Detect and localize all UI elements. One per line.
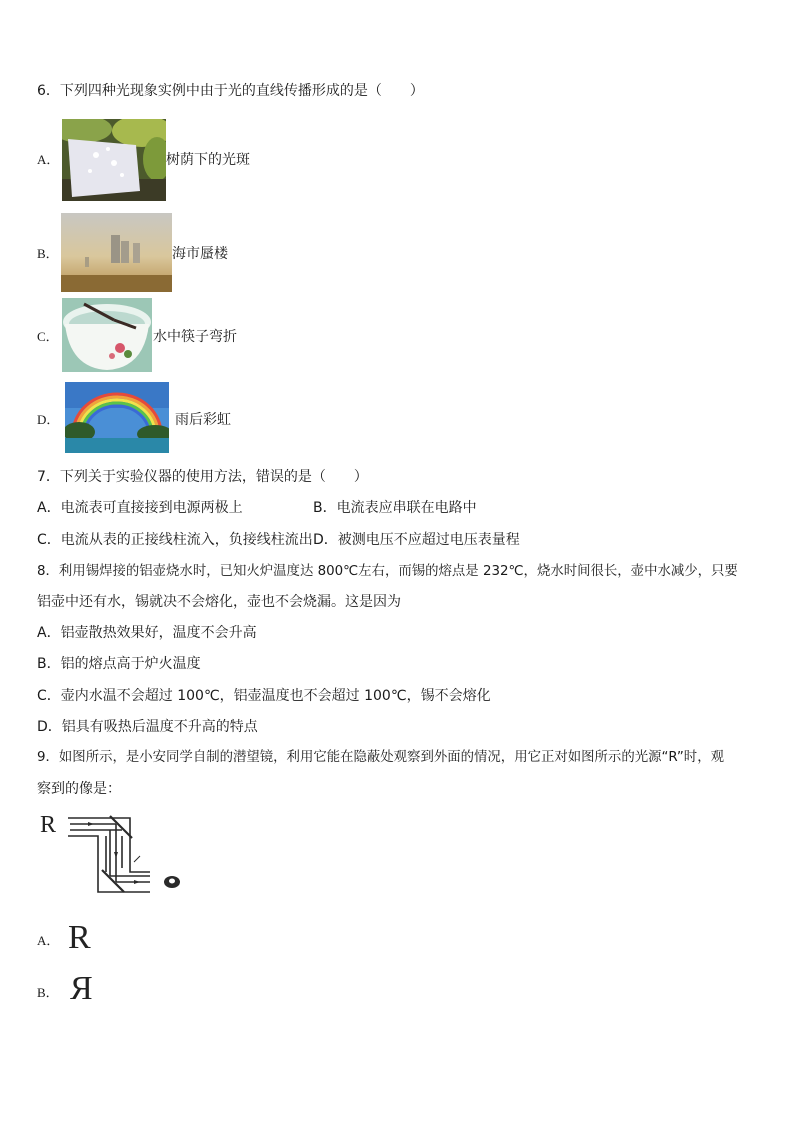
q9-option-a-glyph: R [68, 919, 91, 956]
q6-option-d-caption: 雨后彩虹 [175, 412, 231, 428]
q7-option-c: C．电流从表的正接线柱流入，负接线柱流出 [37, 532, 313, 548]
periscope-figure [38, 812, 188, 896]
q8-option-a: A．铝壶散热效果好，温度不会升高 [37, 625, 257, 641]
q6-option-c-photo-bowl-chopstick [62, 298, 152, 372]
q6-option-a-letter: A． [37, 152, 60, 167]
q8-option-c: C．壶内水温不会超过 100℃，铝壶温度也不会超过 100℃，锡不会熔化 [37, 688, 491, 704]
question-6-stem: 6．下列四种光现象实例中由于光的直线传播形成的是（ ） [37, 83, 424, 99]
periscope-source-letter: R [40, 812, 57, 838]
q6-option-d-letter: D． [37, 412, 60, 427]
q6-option-b-photo-mirage [61, 213, 172, 292]
question-9-stem-line1: 9．如图所示，是小安同学自制的潜望镜，利用它能在隐蔽处观察到外面的情况，用它正对如图所示的光源“R”时，观 [37, 750, 724, 765]
question-8-stem-line2: 铝壶中还有水，锡就决不会熔化，壶也不会烧漏。这是因为 [37, 594, 401, 610]
q9-option-b-glyph: Я [70, 970, 93, 1007]
q6-option-b-caption: 海市蜃楼 [172, 246, 228, 262]
question-7-stem: 7．下列关于实验仪器的使用方法，错误的是（ ） [37, 469, 368, 485]
q8-option-d: D．铝具有吸热后温度不升高的特点 [37, 719, 258, 735]
q7-option-a: A．电流表可直接接到电源两极上 [37, 500, 243, 516]
q7-option-b: B．电流表应串联在电路中 [313, 500, 477, 516]
q9-option-b-letter: B． [37, 985, 59, 1000]
q6-option-a-photo-leaf-shadow [62, 119, 166, 201]
q9-option-a-letter: A． [37, 933, 60, 948]
q7-option-d: D．被测电压不应超过电压表量程 [313, 532, 520, 548]
q6-option-c-letter: C． [37, 329, 59, 344]
q8-option-b: B．铝的熔点高于炉火温度 [37, 656, 201, 672]
q6-option-c-caption: 水中筷子弯折 [153, 329, 237, 345]
q6-option-d-photo-rainbow [65, 382, 169, 453]
question-9-stem-line2: 察到的像是： [37, 781, 121, 797]
q6-option-b-letter: B． [37, 246, 59, 261]
question-8-stem-line1: 8．利用锡焊接的铝壶烧水时，已知火炉温度达 800℃左右，而锡的熔点是 232℃，烧水时间很长，壶中水减少，只要 [37, 564, 738, 579]
q6-option-a-caption: 树荫下的光斑 [166, 152, 250, 168]
